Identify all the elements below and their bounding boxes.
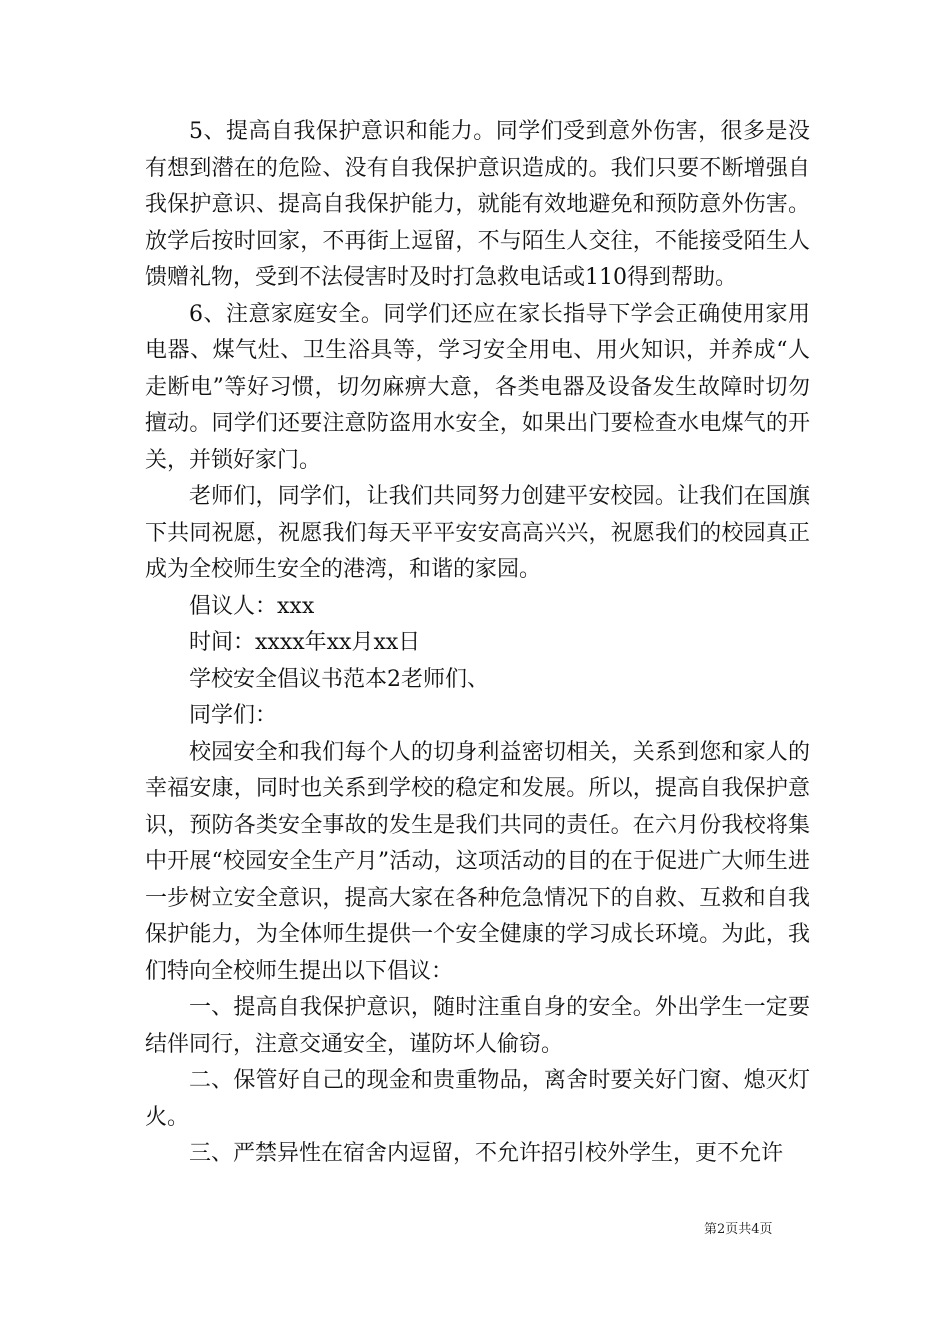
document-body: [145, 114, 810, 1173]
initiator-line: 倡议人：xxx: [189, 593, 315, 619]
paragraph-home-safety: 6、注意家庭安全。同学们还应在家长指导下学会正确使用家用电器、煤气灶、卫生浴具等，学习安全用电、用火知识，并养成“人走断电”等好习惯，切勿麻痹大意，各类电器及设备发生故障时切勿擅动。同学们还要注意防盗用水安全，如果出门要检查水电煤气的开关，并锁好家门。: [145, 301, 810, 473]
salutation-line: 同学们：: [189, 703, 278, 728]
paragraph-proposal-1: 一、提高自我保护意识，随时注重自身的安全。外出学生一定要结伴同行，注意交通安全，谨防坏人偷窃。: [145, 995, 810, 1057]
paragraph-proposal-2: 二、保管好自己的现金和贵重物品，离舍时要关好门窗、熄灭灯火。: [145, 1068, 810, 1130]
paragraph-proposal-3: 三、严禁异性在宿舍内逗留，不允许招引校外学生，更不允许: [189, 1141, 784, 1166]
paragraph-closing-appeal: 老师们，同学们，让我们共同努力创建平安校园。让我们在国旗下共同祝愿，祝愿我们每天平平安安高高兴兴，祝愿我们的校园真正成为全校师生安全的港湾，和谐的家园。: [145, 484, 810, 582]
paragraph-campus-safety-intro: 校园安全和我们每个人的切身利益密切相关，关系到您和家人的幸福安康，同时也关系到学校的稳定和发展。所以，提高自我保护意识，预防各类安全事故的发生是我们共同的责任。在六月份我校将集中开展“校园安全生产月”活动，这项活动的目的在于促进广大师生进一步树立安全意识，提高大家在各种危急情况下的自救、互救和自我保护能力，为全体师生提供一个安全健康的学习成长环境。为此，我们特向全校师生提出以下倡议：: [145, 739, 810, 984]
page-number-footer: 第2页共4页: [704, 1222, 773, 1237]
paragraph-self-protection: 5、提高自我保护意识和能力。同学们受到意外伤害，很多是没有想到潜在的危险、没有自我保护意识造成的。我们只要不断增强自我保护意识、提高自我保护能力，就能有效地避免和预防意外伤害。放学后按时回家，不再街上逗留，不与陌生人交往，不能接受陌生人馈赠礼物，受到不法侵害时及时打急救电话或110得到帮助。: [145, 119, 810, 290]
date-line: 时间：xxxx年xx月xx日: [189, 630, 421, 655]
sample-2-title: 学校安全倡议书范本2老师们、: [189, 666, 489, 692]
